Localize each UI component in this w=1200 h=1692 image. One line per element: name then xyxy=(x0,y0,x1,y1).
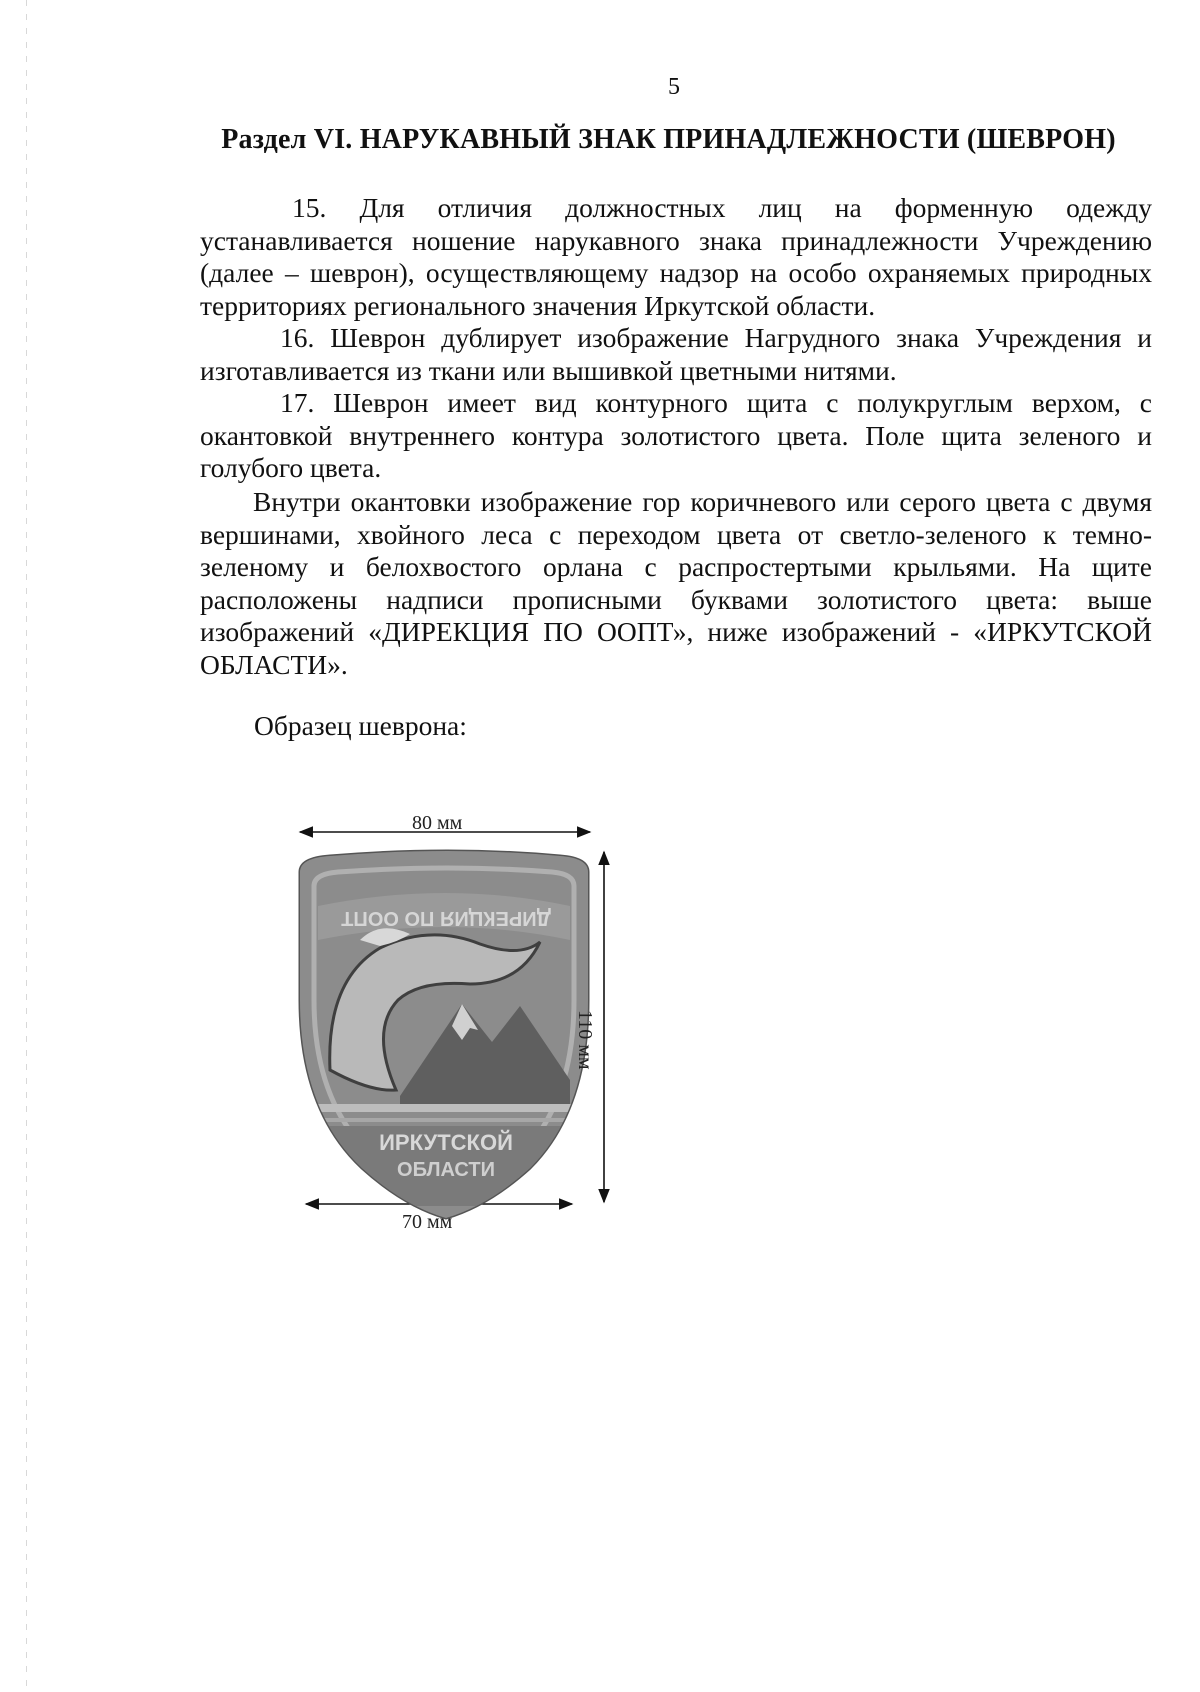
width-top-label: 80 мм xyxy=(412,812,463,834)
paragraph-description: Внутри окантовки изображение гор коричневого или серого цвета с двумя вершинами, хвойного леса с переходом цвета от светло-зеленого к темно-зеленому и белохвостого орлана с распростертыми крыльями. На щите расположены надписи прописными буквами золотистого цвета: выше изображений «ДИРЕКЦИЯ ПО ООПТ», ниже изображений - «ИРКУТСКОЙ ОБЛАСТИ». xyxy=(200,486,1152,680)
paragraph-16: 16. Шеврон дублирует изображение Нагрудного знака Учреждения и изготавливается из ткани или вышивкой цветными нитями. xyxy=(200,322,1152,386)
emblem-text-bottom-1: ИРКУТСКОЙ xyxy=(379,1130,513,1155)
height-label: 110 мм xyxy=(574,1010,596,1070)
paragraph-17: 17. Шеврон имеет вид контурного щита с полукруглым верхом, с окантовкой внутреннего контура золотистого цвета. Поле щита зеленого и голубого цвета. xyxy=(200,387,1152,483)
sample-caption: Образец шеврона: xyxy=(254,710,467,741)
chevron-emblem-image xyxy=(300,846,590,1226)
emblem-text-bottom-2: ОБЛАСТИ xyxy=(397,1159,495,1181)
page-number: 5 xyxy=(668,74,680,100)
paragraph-15: 15. Для отличия должностных лиц на форменную одежду устанавливается ношение нарукавного знака принадлежности Учреждению (далее – шеврон), осуществляющему надзор на особо охраняемых природных территориях регионального значения Иркутской области. xyxy=(200,192,1152,321)
section-heading: Раздел VI. НАРУКАВНЫЙ ЗНАК ПРИНАДЛЕЖНОСТИ (ШЕВРОН) xyxy=(221,124,1116,155)
width-bottom-label: 70 мм xyxy=(402,1211,453,1233)
emblem-text-top: ДИРЕКЦИЯ ПО ООПТ xyxy=(341,907,551,929)
